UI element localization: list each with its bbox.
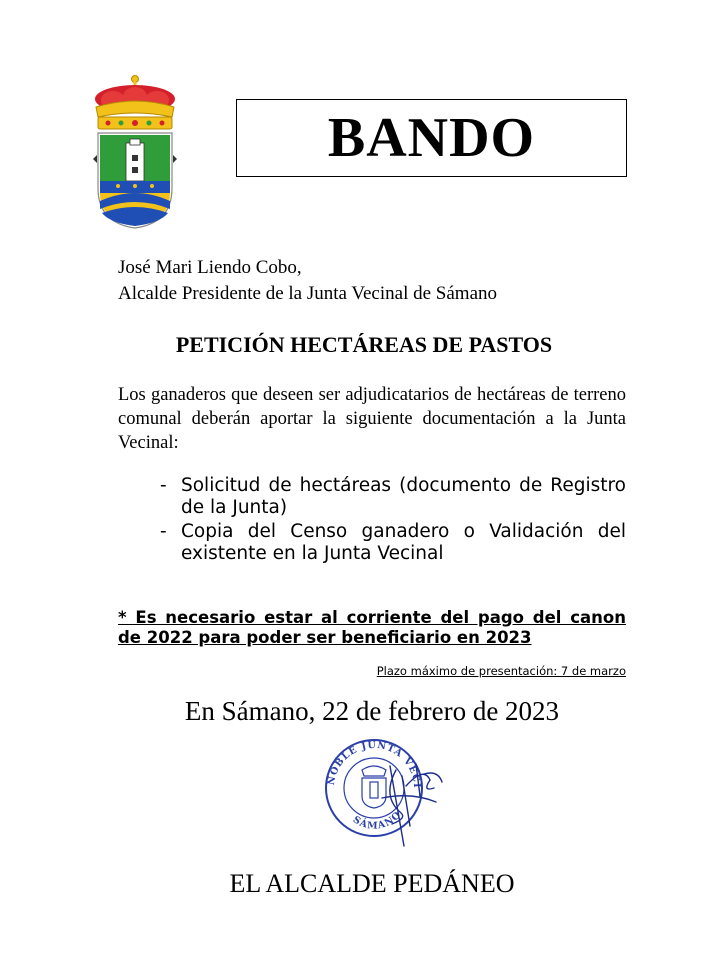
list-item: [160, 475, 626, 519]
payment-note: * Es necesario estar al corriente del pago del canon de 2022 para poder ser beneficiario en 2023: [118, 608, 626, 647]
stamp-text-bottom: SÁMANO: [350, 809, 404, 832]
official-stamp-signature: [312, 726, 462, 856]
svg-text:NOBLE JUNTA VECINAL: [312, 726, 422, 789]
requirement-text: Solicitud de hectáreas (documento de Registro de la Junta): [181, 475, 626, 518]
deadline-text: Plazo máximo de presentación: 7 de marzo: [376, 664, 626, 678]
document-title: BANDO: [327, 107, 536, 169]
intro-paragraph: Los ganaderos que deseen ser adjudicatarios de hectáreas de terreno comunal deberán aportar la siguiente documentación a la Junta Vecinal:: [118, 385, 626, 453]
list-item: [160, 521, 626, 565]
sender-name: José Mari Liendo Cobo,: [118, 257, 302, 278]
coat-of-arms-logo: [88, 73, 182, 230]
sender-role: Alcalde Presidente de la Junta Vecinal de Sámano: [118, 283, 497, 304]
requirements-list: [160, 475, 626, 567]
place-date: En Sámano, 22 de febrero de 2023: [184, 696, 560, 726]
title-box: [236, 99, 627, 177]
list-marker: -: [160, 475, 167, 496]
signer-title: EL ALCALDE PEDÁNEO: [229, 869, 515, 898]
requirement-text: Copia del Censo ganadero o Validación del existente en la Junta Vecinal: [181, 521, 626, 564]
svg-text:SÁMANO: [351, 809, 404, 832]
subject-heading: PETICIÓN HECTÁREAS DE PASTOS: [175, 332, 553, 357]
stamp-text-top: NOBLE JUNTA VECI: [325, 739, 423, 789]
list-marker: -: [160, 521, 167, 542]
